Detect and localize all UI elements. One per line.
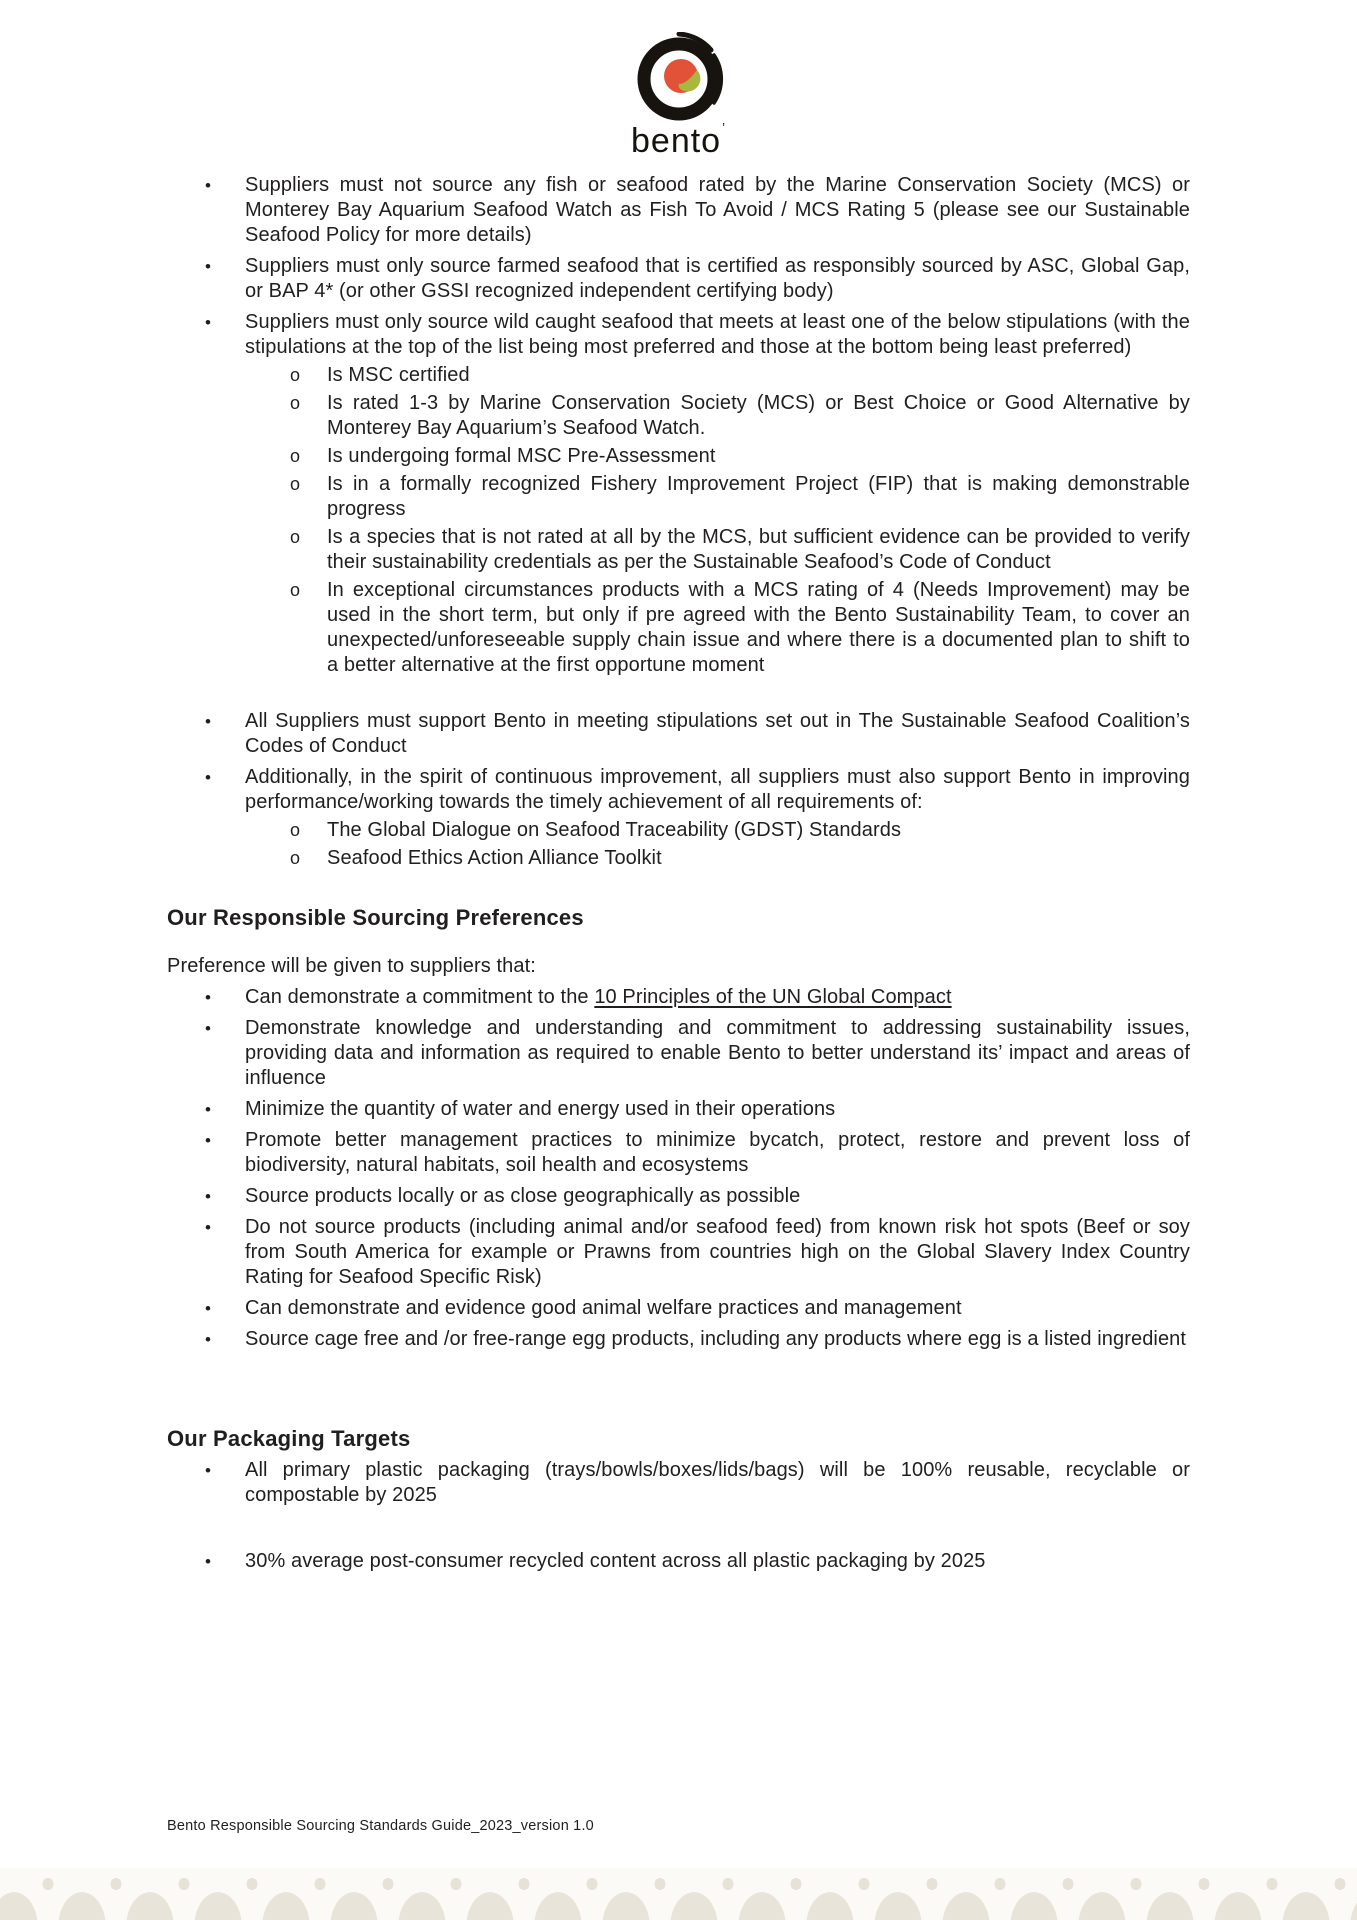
bullet-icon: • xyxy=(205,1330,212,1349)
bullet-icon: • xyxy=(205,768,212,787)
bullet-icon: • xyxy=(205,1461,212,1480)
decorative-scallop-border xyxy=(0,1868,1357,1920)
bullet-item xyxy=(167,765,1190,815)
bullet-item xyxy=(167,1458,1190,1508)
sub-bullet-item xyxy=(167,525,1190,575)
preferences-list xyxy=(167,985,1190,1352)
bullet-item xyxy=(167,1016,1190,1091)
bullet-icon: • xyxy=(205,1100,212,1119)
bullet-text: Source cage free and /or free-range egg products, including any products where egg is a listed ingredient xyxy=(245,1328,1187,1350)
circle-bullet-icon: o xyxy=(290,365,301,385)
bullet-item xyxy=(167,709,1190,759)
bullet-item xyxy=(167,1549,1190,1574)
bullet-text: Can demonstrate and evidence good animal welfare practices and management xyxy=(245,1297,962,1319)
bullet-text: Minimize the quantity of water and energy used in their operations xyxy=(245,1098,836,1120)
bullet-icon: • xyxy=(205,988,212,1007)
sub-bullet-text: Is undergoing formal MSC Pre-Assessment xyxy=(327,445,716,467)
preferences-intro: Preference will be given to suppliers that: xyxy=(167,955,536,977)
sub-bullet-item xyxy=(167,472,1190,522)
circle-bullet-icon: o xyxy=(290,527,301,547)
sub-bullet-item xyxy=(167,846,1190,871)
bullet-text-prefix: Can demonstrate a commitment to the xyxy=(245,986,595,1008)
sub-bullet-list xyxy=(167,363,1190,678)
bullet-text: Suppliers must not source any fish or seafood rated by the Marine Conservation Society (MCS) or Monterey Bay Aquarium Seafood Watch as Fish To Avoid / MCS Rating 5 (please see our Sustainable Seafood Policy for more details) xyxy=(245,174,1190,246)
bullet-text: Demonstrate knowledge and understanding and commitment to addressing sustainability issues, providing data and information as required to enable Bento to better understand its’ impact and areas of influence xyxy=(245,1017,1190,1089)
sourcing-standards-list xyxy=(167,173,1190,871)
footer-text: Bento Responsible Sourcing Standards Guide_2023_version 1.0 xyxy=(167,1818,594,1834)
bullet-icon: • xyxy=(205,712,212,731)
sub-bullet-text: In exceptional circumstances products with a MCS rating of 4 (Needs Improvement) may be used in the short term, but only if pre agreed with the Bento Sustainability Team, to cover an unexpected/unforeseeable supply chain issue and where there is a documented plan to shift to a better alternative at the first opportune moment xyxy=(327,579,1190,676)
bullet-text: Suppliers must only source farmed seafood that is certified as responsibly sourced by ASC, Global Gap, or BAP 4* (or other GSSI recognized independent certifying body) xyxy=(245,255,1190,302)
sub-bullet-item xyxy=(167,363,1190,388)
bullet-icon: • xyxy=(205,1218,212,1237)
bullet-item xyxy=(167,985,1190,1010)
section-heading-packaging-targets: Our Packaging Targets xyxy=(167,1426,411,1451)
un-global-compact-link[interactable]: 10 Principles of the UN Global Compact xyxy=(594,986,952,1008)
logo xyxy=(0,0,1357,161)
bullet-icon: • xyxy=(205,313,212,332)
bullet-item xyxy=(167,1128,1190,1178)
sub-bullet-item xyxy=(167,444,1190,469)
sub-bullet-text: Is in a formally recognized Fishery Improvement Project (FIP) that is making demonstrable progress xyxy=(327,473,1190,520)
sub-bullet-text: Is a species that is not rated at all by the MCS, but sufficient evidence can be provided to verify their sustainability credentials as per the Sustainable Seafood’s Code of Conduct xyxy=(327,526,1190,573)
brand-name: bento xyxy=(631,122,722,160)
document-body xyxy=(167,173,1190,1574)
bullet-icon: • xyxy=(205,176,212,195)
sub-bullet-text: Seafood Ethics Action Alliance Toolkit xyxy=(327,847,662,869)
sub-bullet-list xyxy=(167,818,1190,871)
circle-bullet-icon: o xyxy=(290,580,301,600)
sub-bullet-item xyxy=(167,578,1190,678)
bullet-item xyxy=(167,1296,1190,1321)
sub-bullet-item xyxy=(167,391,1190,441)
sub-bullet-text: The Global Dialogue on Seafood Traceability (GDST) Standards xyxy=(327,819,902,841)
brand-wordmark xyxy=(0,120,1357,161)
circle-bullet-icon: o xyxy=(290,848,301,868)
bullet-text: All Suppliers must support Bento in meeting stipulations set out in The Sustainable Seafood Coalition’s Codes of Conduct xyxy=(245,710,1190,757)
circle-bullet-icon: o xyxy=(290,820,301,840)
section-heading-sourcing-preferences: Our Responsible Sourcing Preferences xyxy=(167,905,584,930)
bullet-text: Promote better management practices to minimize bycatch, protect, restore and prevent loss of biodiversity, natural habitats, soil health and ecosystems xyxy=(245,1129,1190,1176)
bullet-text: Suppliers must only source wild caught seafood that meets at least one of the below stipulations (with the stipulations at the top of the list being most preferred and those at the bottom being least preferred) xyxy=(245,311,1190,358)
bullet-item xyxy=(167,1327,1190,1352)
packaging-list xyxy=(167,1458,1190,1574)
bento-logo-icon xyxy=(613,32,745,128)
bullet-item xyxy=(167,1215,1190,1290)
bullet-text xyxy=(245,985,1190,1010)
sub-bullet-item xyxy=(167,818,1190,843)
bullet-icon: • xyxy=(205,257,212,276)
bullet-icon: • xyxy=(205,1552,212,1571)
bullet-item xyxy=(167,254,1190,304)
trademark-icon: ’ xyxy=(722,120,726,135)
bullet-item xyxy=(167,1097,1190,1122)
bullet-item xyxy=(167,1184,1190,1209)
circle-bullet-icon: o xyxy=(290,474,301,494)
bullet-item xyxy=(167,173,1190,248)
bullet-icon: • xyxy=(205,1187,212,1206)
bullet-text: 30% average post-consumer recycled content across all plastic packaging by 2025 xyxy=(245,1550,986,1572)
bullet-text: Additionally, in the spirit of continuous improvement, all suppliers must also support Bento in improving performance/working towards the timely achievement of all requirements of: xyxy=(245,766,1190,813)
bullet-icon: • xyxy=(205,1299,212,1318)
sub-bullet-text: Is rated 1-3 by Marine Conservation Society (MCS) or Best Choice or Good Alternative by Monterey Bay Aquarium’s Seafood Watch. xyxy=(327,392,1190,439)
circle-bullet-icon: o xyxy=(290,393,301,413)
bullet-text: Source products locally or as close geographically as possible xyxy=(245,1185,801,1207)
bullet-text: Do not source products (including animal and/or seafood feed) from known risk hot spots (Beef or soy from South America for example or Prawns from countries high on the Global Slavery Index Country Rating for Seafood Specific Risk) xyxy=(245,1216,1190,1288)
bullet-item xyxy=(167,310,1190,360)
bullet-text: All primary plastic packaging (trays/bowls/boxes/lids/bags) will be 100% reusable, recyclable or compostable by 2025 xyxy=(245,1459,1190,1506)
sub-bullet-text: Is MSC certified xyxy=(327,364,470,386)
bullet-icon: • xyxy=(205,1131,212,1150)
circle-bullet-icon: o xyxy=(290,446,301,466)
bullet-icon: • xyxy=(205,1019,212,1038)
